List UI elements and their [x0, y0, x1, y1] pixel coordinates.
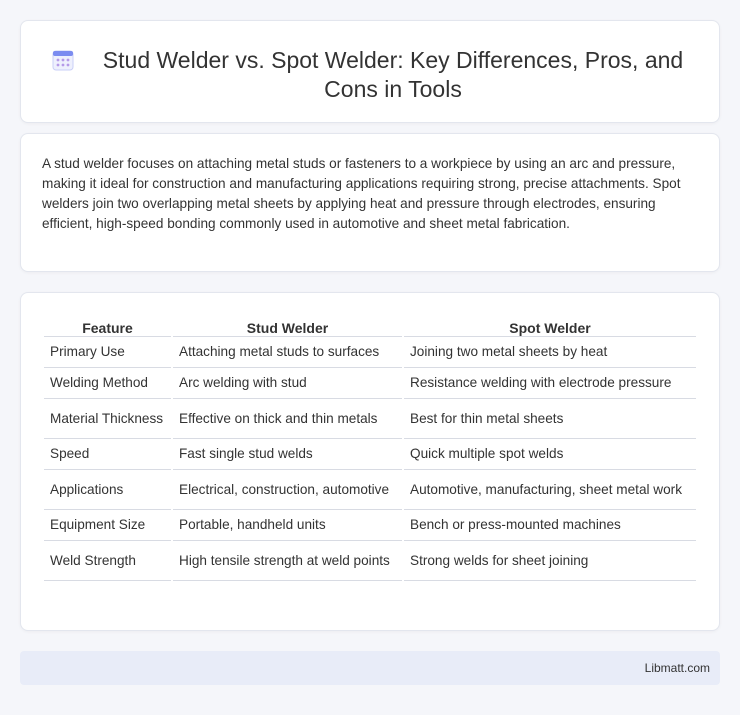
stud-cell: Effective on thick and thin metals	[173, 399, 402, 439]
table-row	[44, 541, 696, 581]
table-row	[44, 439, 696, 470]
page-title: Stud Welder vs. Spot Welder: Key Differences, Pros, and Cons in Tools	[102, 47, 684, 102]
spot-cell: Resistance welding with electrode pressure	[404, 368, 696, 399]
feature-cell: Speed	[44, 439, 171, 470]
comparison-card	[20, 292, 720, 631]
stud-cell: Fast single stud welds	[173, 439, 402, 470]
feature-cell: Welding Method	[44, 368, 171, 399]
stud-cell: Arc welding with stud	[173, 368, 402, 399]
table-header-row	[44, 313, 696, 337]
spot-cell: Joining two metal sheets by heat	[404, 337, 696, 368]
feature-cell: Material Thickness	[44, 399, 171, 439]
header-spot-welder: Spot Welder	[404, 313, 696, 337]
table-row	[44, 470, 696, 510]
header-card	[20, 20, 720, 123]
intro-card	[20, 133, 720, 272]
feature-cell: Equipment Size	[44, 510, 171, 541]
spot-cell: Strong welds for sheet joining	[404, 541, 696, 581]
header	[21, 21, 719, 104]
spot-cell: Automotive, manufacturing, sheet metal work	[404, 470, 696, 510]
footer	[20, 651, 720, 685]
feature-cell: Applications	[44, 470, 171, 510]
comparison-table	[42, 313, 698, 581]
feature-cell: Weld Strength	[44, 541, 171, 581]
spot-cell: Best for thin metal sheets	[404, 399, 696, 439]
feature-cell: Primary Use	[44, 337, 171, 368]
table-row	[44, 399, 696, 439]
spot-cell: Quick multiple spot welds	[404, 439, 696, 470]
calendar-grid-icon	[51, 48, 75, 72]
header-stud-welder: Stud Welder	[173, 313, 402, 337]
stud-cell: Electrical, construction, automotive	[173, 470, 402, 510]
table-row	[44, 337, 696, 368]
spot-cell: Bench or press-mounted machines	[404, 510, 696, 541]
footer-brand-link[interactable]: Libmatt.com	[644, 661, 710, 675]
stud-cell: Attaching metal studs to surfaces	[173, 337, 402, 368]
header-feature: Feature	[44, 313, 171, 337]
intro-paragraph: A stud welder focuses on attaching metal studs or fasteners to a workpiece by using an arc and pressure, making it ideal for construction and manufacturing applications requiring strong, precise attachments. Spot welders join two overlapping metal sheets by applying heat and pressure through electrodes, ensuring efficient, high-speed bonding commonly used in automotive and sheet metal fabrication.	[42, 156, 681, 231]
stud-cell: Portable, handheld units	[173, 510, 402, 541]
table-row	[44, 510, 696, 541]
stud-cell: High tensile strength at weld points	[173, 541, 402, 581]
table-row	[44, 368, 696, 399]
